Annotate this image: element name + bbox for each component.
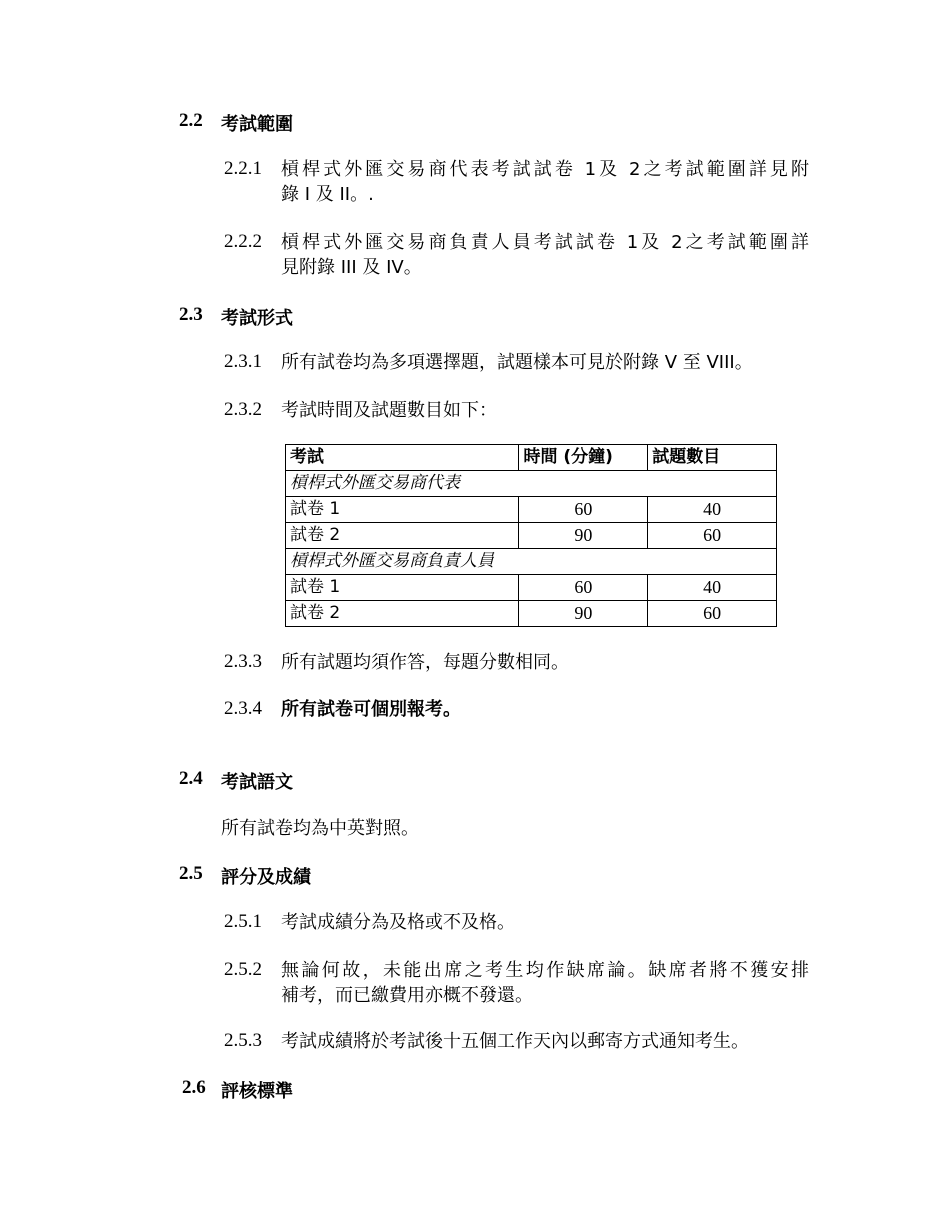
count-cell: 40 [648,497,777,523]
table-row [286,523,777,549]
count-cell: 60 [648,601,777,627]
item-text: 考試成績將於考試後十五個工作天內以郵寄方式通知考生。 [281,1031,749,1052]
item-number: 2.3.3 [224,651,262,672]
section-number: 2.3 [179,304,203,325]
header-cell: 試題數目 [648,445,777,471]
section-number: 2.2 [179,110,203,131]
section-text: 所有試卷均為中英對照。 [221,818,419,839]
group-label: 槓桿式外匯交易商代表 [286,471,777,497]
item-number: 2.5.1 [224,911,262,932]
count-cell: 40 [648,575,777,601]
item-number: 2.3.1 [224,351,262,372]
section-title: 考試範圍 [221,114,293,135]
table-row [286,575,777,601]
item-text [281,958,809,1008]
item-text: 所有試題均須作答，每題分數相同。 [281,652,569,673]
item-text: 考試時間及試題數目如下： [281,400,497,421]
text-line: 槓桿式外匯交易商負責人員考試試卷 1及 2之考試範圍詳 [281,232,809,253]
group-label: 槓桿式外匯交易商負責人員 [286,549,777,575]
header-cell: 考試 [286,445,519,471]
text-line: 槓桿式外匯交易商代表考試試卷 1及 2之考試範圍詳見附 [281,159,809,180]
item-text [281,157,809,207]
table-header-row [286,445,777,471]
section-title: 考試形式 [221,308,293,329]
item-number: 2.5.2 [224,959,262,980]
text-line: 補考，而已繳費用亦概不發還。 [281,985,533,1006]
section-number: 2.6 [182,1077,206,1098]
text-line: 見附錄 III 及 IV。 [281,257,422,278]
item-number: 2.3.4 [224,698,262,719]
time-cell: 60 [519,575,648,601]
exam-table [285,444,777,627]
table-row [286,497,777,523]
item-text [281,230,809,280]
paper-cell: 試卷 1 [286,497,519,523]
time-cell: 90 [519,523,648,549]
time-cell: 60 [519,497,648,523]
section-title: 考試語文 [221,772,293,793]
table-group-row [286,471,777,497]
item-text: 考試成績分為及格或不及格。 [281,912,515,933]
item-number: 2.2.1 [224,158,262,179]
paper-cell: 試卷 2 [286,523,519,549]
header-cell: 時間 (分鐘) [519,445,648,471]
section-title: 評分及成績 [221,867,311,888]
item-number: 2.3.2 [224,399,262,420]
table-group-row [286,549,777,575]
section-number: 2.4 [179,768,203,789]
item-number: 2.5.3 [224,1030,262,1051]
item-text: 所有試卷可個別報考。 [281,699,461,720]
paper-cell: 試卷 2 [286,601,519,627]
count-cell: 60 [648,523,777,549]
section-title: 評核標準 [221,1081,293,1102]
table-row [286,601,777,627]
item-number: 2.2.2 [224,231,262,252]
item-text: 所有試卷均為多項選擇題，試題樣本可見於附錄 V 至 VIII。 [281,352,753,373]
text-line: 無論何故，未能出席之考生均作缺席論。缺席者將不獲安排 [281,960,809,981]
time-cell: 90 [519,601,648,627]
paper-cell: 試卷 1 [286,575,519,601]
section-number: 2.5 [179,863,203,884]
text-line: 錄 I 及 II。. [281,184,374,205]
